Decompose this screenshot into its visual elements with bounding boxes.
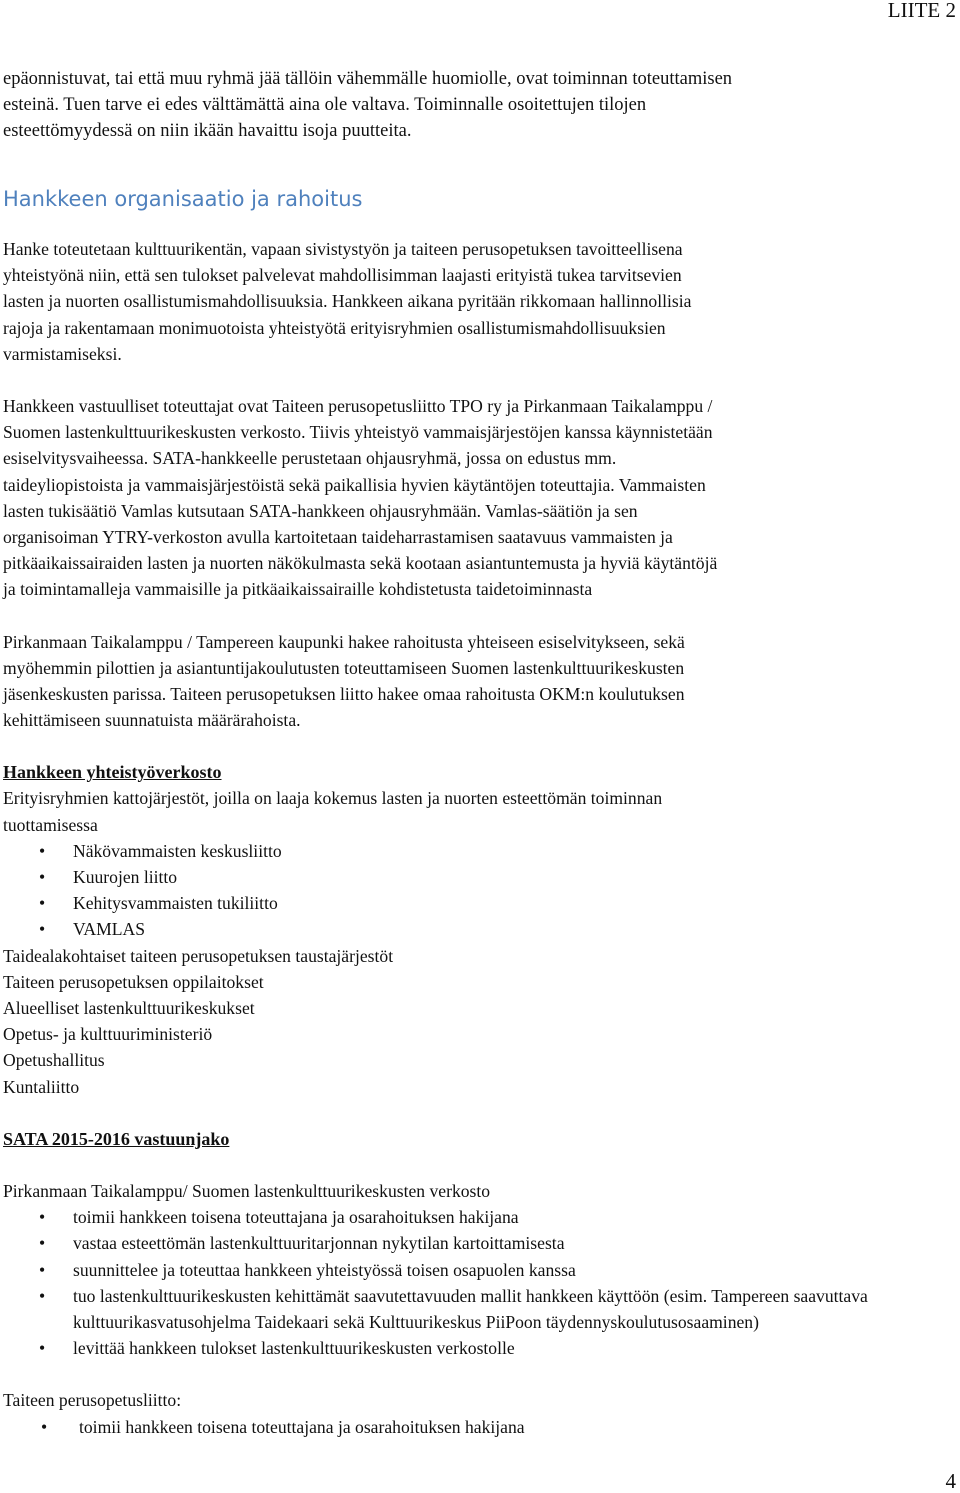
list-item: • levittää hankkeen tulokset lastenkulttuurikeskusten verkostolle: [3, 1335, 953, 1361]
paragraph-line: rajoja ja rakentamaan monimuotoista yhteistyötä erityisryhmien osallistumismahdollisuuksien: [3, 317, 666, 338]
paragraph-line: esiselvitysvaiheessa. SATA-hankkeelle perustetaan ohjausryhmä, jossa on edustus mm.: [3, 448, 617, 469]
partner-line: Opetushallitus: [3, 1050, 105, 1071]
list-item: • toimii hankkeen toisena toteuttajana ja osarahoituksen hakijana: [3, 1204, 953, 1230]
paragraph-organisation-3: [3, 629, 953, 734]
paragraph-line: organisoiman YTRY-verkoston avulla kartoitetaan taideharrastamisen saatavuus vammaisten ja: [3, 527, 673, 548]
paragraph-line: pitkäaikaissairaiden lasten ja nuorten näkökulmasta sekä kootaan asiantuntemusta ja hyviä käytäntöjä: [3, 553, 718, 574]
paragraph-line: myöhemmin pilottien ja asiantuntijakoulutusten toteuttamiseen Suomen lastenkulttuurikeskusten: [3, 657, 685, 678]
partner-line: Kuntaliitto: [3, 1076, 80, 1097]
partner-line: Opetus- ja kulttuuriministeriö: [3, 1024, 213, 1045]
network-intro: [3, 785, 953, 837]
paragraph-line: lasten tukisäätiö Vamlas kutsutaan SATA-hankkeen ohjausryhmään. Vamlas-säätiön ja sen: [3, 500, 638, 521]
appendix-label: LIITE 2: [887, 0, 956, 22]
section-heading-network: Hankkeen yhteistyöverkosto: [3, 762, 222, 783]
responsibility-bullet-list-1: [3, 1204, 953, 1361]
intro-paragraph: [3, 66, 953, 144]
paragraph-line: Suomen lastenkulttuurikeskusten verkosto. Tiivis yhteistyö vammaisjärjestöjen kanssa käynnistetään: [3, 422, 713, 443]
paragraph-line: ja toimintamalleja vammaisille ja pitkäaikaissairaille kohdistetusta taidetoiminnasta: [3, 579, 593, 600]
network-section: [3, 759, 953, 1099]
responsibility-bullet-list-2: [3, 1414, 953, 1440]
partner-line: Alueelliset lastenkulttuurikeskukset: [3, 998, 255, 1019]
list-item: • vastaa esteettömän lastenkulttuuritarjonnan nykytilan kartoittamisesta: [3, 1230, 953, 1256]
partner-line: Taidealakohtaiset taiteen perusopetuksen taustajärjestöt: [3, 945, 394, 966]
network-bullet-list: [3, 838, 953, 943]
organisation-name-1: Pirkanmaan Taikalamppu/ Suomen lastenkulttuurikeskusten verkosto: [3, 1180, 491, 1201]
intro-line: esteinä. Tuen tarve ei edes välttämättä aina ole valtava. Toiminnalle osoitettujen tilojen: [3, 95, 647, 115]
paragraph-line: lasten ja nuorten osallistumismahdollisuuksia. Hankkeen aikana pyritään rikkomaan hallinnollisia: [3, 291, 692, 312]
list-item: • toimii hankkeen toisena toteuttajana ja osarahoituksen hakijana: [3, 1414, 953, 1440]
paragraph-organisation-2: [3, 393, 953, 603]
list-item: • tuo lastenkulttuurikeskusten kehittämät saavutettavuuden mallit hankkeen käyttöön (esim. Tampereen saavuttava kulttuurikasvatusohjelma Taidekaari sekä Kulttuurikeskus PiiPoon täydennyskoulutusosaaminen): [3, 1283, 953, 1335]
intro-line: epäonnistuvat, tai että muu ryhmä jää tällöin vähemmälle huomiolle, ovat toiminnan toteuttamisen: [3, 69, 733, 89]
list-item: • Kuurojen liitto: [3, 864, 953, 890]
paragraph-line: Hanke toteutetaan kulttuurikentän, vapaan sivistystyön ja taiteen perusopetuksen tavoitteellisena: [3, 239, 683, 259]
paragraph-line: jäsenkeskusten parissa. Taiteen perusopetuksen liitto hakee omaa rahoitusta OKM:n koulutuksen: [3, 684, 685, 705]
section-heading-organisation: Hankkeen organisaatio ja rahoitus: [3, 187, 363, 211]
network-partners: [3, 943, 953, 1100]
list-item: • VAMLAS: [3, 916, 953, 942]
list-item: • Näkövammaisten keskusliitto: [3, 838, 953, 864]
paragraph-line: tuottamisessa: [3, 814, 98, 835]
paragraph-line: varmistamiseksi.: [3, 343, 122, 364]
paragraph-line: Pirkanmaan Taikalamppu / Tampereen kaupunki hakee rahoitusta yhteiseen esiselvitykseen, sekä: [3, 631, 685, 652]
section-heading-responsibilities: SATA 2015-2016 vastuunjako: [3, 1128, 230, 1149]
page-number: 4: [945, 1469, 956, 1493]
partner-line: Taiteen perusopetuksen oppilaitokset: [3, 971, 264, 992]
intro-line: esteettömyydessä on niin ikään havaittu isoja puutteita.: [3, 121, 412, 141]
paragraph-line: taideyliopistoista ja vammaisjärjestöistä sekä paikallisia hyvien käytäntöjen toteuttajia. Vammaisten: [3, 474, 706, 495]
organisation-name-2: Taiteen perusopetusliitto:: [3, 1390, 182, 1411]
list-item: • suunnittelee ja toteuttaa hankkeen yhteistyössä toisen osapuolen kanssa: [3, 1257, 953, 1283]
paragraph-organisation-1: [3, 236, 953, 367]
paragraph-line: kehittämiseen suunnatuista määrärahoista.: [3, 710, 301, 731]
document-body: [3, 66, 953, 1440]
paragraph-line: Hankkeen vastuulliset toteuttajat ovat Taiteen perusopetusliitto TPO ry ja Pirkanmaan Taikalamppu /: [3, 396, 713, 417]
paragraph-line: yhteistyönä niin, että sen tulokset palvelevat mahdollisimman laajasti erityistä tukea tarvitsevien: [3, 265, 682, 286]
responsibility-section: [3, 1126, 953, 1440]
list-item: • Kehitysvammaisten tukiliitto: [3, 890, 953, 916]
paragraph-line: Erityisryhmien kattojärjestöt, joilla on laaja kokemus lasten ja nuorten esteettömän toiminnan: [3, 788, 663, 809]
